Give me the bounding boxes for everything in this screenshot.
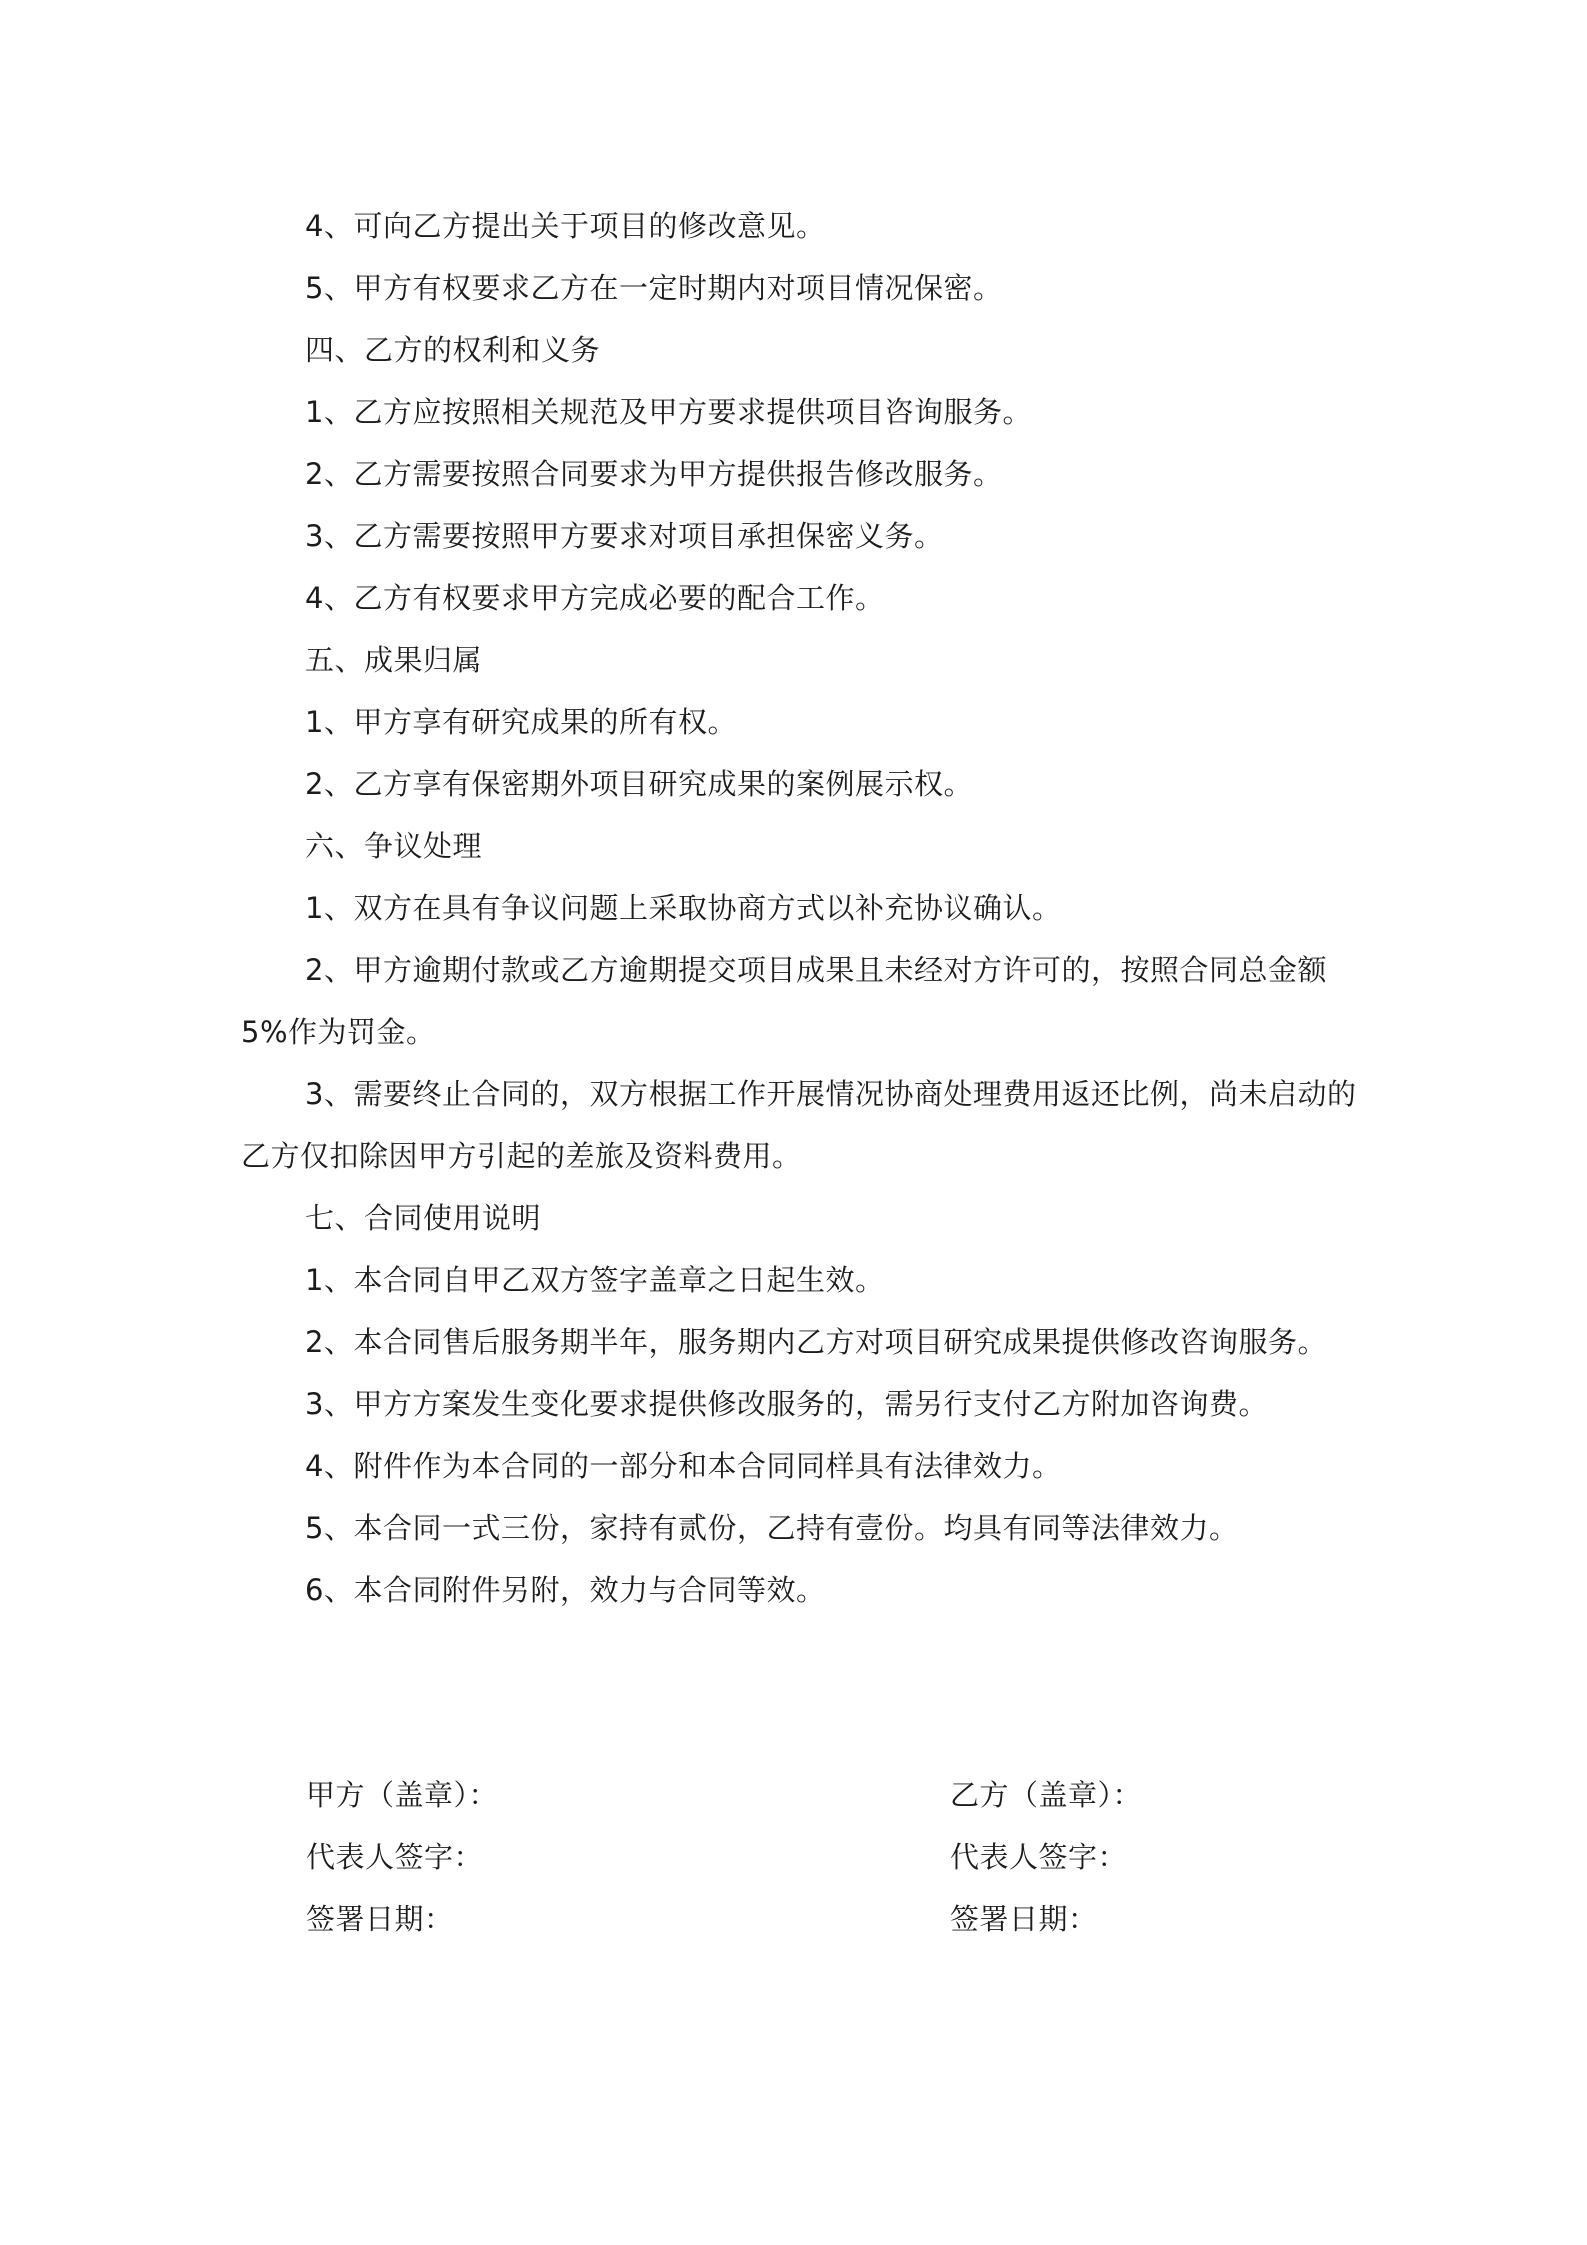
clause-7-4: 4、附件作为本合同的一部分和本合同同样具有法律效力。 bbox=[305, 1449, 1062, 1483]
party-a-seal-label: 甲方（盖章）： bbox=[306, 1778, 499, 1812]
party-a-rep-label: 代表人签字： bbox=[306, 1840, 484, 1874]
clause-4-3: 3、乙方需要按照甲方要求对项目承担保密义务。 bbox=[305, 519, 944, 553]
section-7-heading: 七、合同使用说明 bbox=[305, 1201, 542, 1235]
clause-5-2: 2、乙方享有保密期外项目研究成果的案例展示权。 bbox=[305, 767, 973, 801]
party-a-date-label: 签署日期： bbox=[306, 1902, 454, 1936]
clause-7-5: 5、本合同一式三份，家持有贰份，乙持有壹份。均具有同等法律效力。 bbox=[305, 1511, 1239, 1545]
clause-4-4: 4、乙方有权要求甲方完成必要的配合工作。 bbox=[305, 581, 885, 615]
clause-3-4: 4、可向乙方提出关于项目的修改意见。 bbox=[305, 209, 826, 243]
party-b-rep-label: 代表人签字： bbox=[950, 1840, 1128, 1874]
clause-6-1: 1、双方在具有争议问题上采取协商方式以补充协议确认。 bbox=[305, 891, 1062, 925]
clause-5-1: 1、甲方享有研究成果的所有权。 bbox=[305, 705, 737, 739]
contract-body bbox=[241, 195, 1361, 1621]
party-b-date-label: 签署日期： bbox=[950, 1902, 1098, 1936]
clause-4-2: 2、乙方需要按照合同要求为甲方提供报告修改服务。 bbox=[305, 457, 1003, 491]
section-5-heading: 五、成果归属 bbox=[305, 643, 483, 677]
clause-7-2: 2、本合同售后服务期半年，服务期内乙方对项目研究成果提供修改咨询服务。 bbox=[305, 1325, 1327, 1359]
clause-7-3: 3、甲方方案发生变化要求提供修改服务的，需另行支付乙方附加咨询费。 bbox=[305, 1387, 1268, 1421]
clause-6-3: 3、需要终止合同的，双方根据工作开展情况协商处理费用返还比例，尚未启动的乙方仅扣除因甲方引起的差旅及资料费用。 bbox=[241, 1077, 1357, 1173]
clause-7-6: 6、本合同附件另附，效力与合同等效。 bbox=[305, 1573, 826, 1607]
party-b-seal-label: 乙方（盖章）： bbox=[950, 1778, 1143, 1812]
section-6-heading: 六、争议处理 bbox=[305, 829, 483, 863]
section-4-heading: 四、乙方的权利和义务 bbox=[305, 333, 601, 367]
clause-7-1: 1、本合同自甲乙双方签字盖章之日起生效。 bbox=[305, 1263, 885, 1297]
clause-4-1: 1、乙方应按照相关规范及甲方要求提供项目咨询服务。 bbox=[305, 395, 1032, 429]
clause-6-2: 2、甲方逾期付款或乙方逾期提交项目成果且未经对方许可的，按照合同总金额 5%作为罚金。 bbox=[241, 953, 1327, 1049]
clause-3-5: 5、甲方有权要求乙方在一定时期内对项目情况保密。 bbox=[305, 271, 1003, 305]
